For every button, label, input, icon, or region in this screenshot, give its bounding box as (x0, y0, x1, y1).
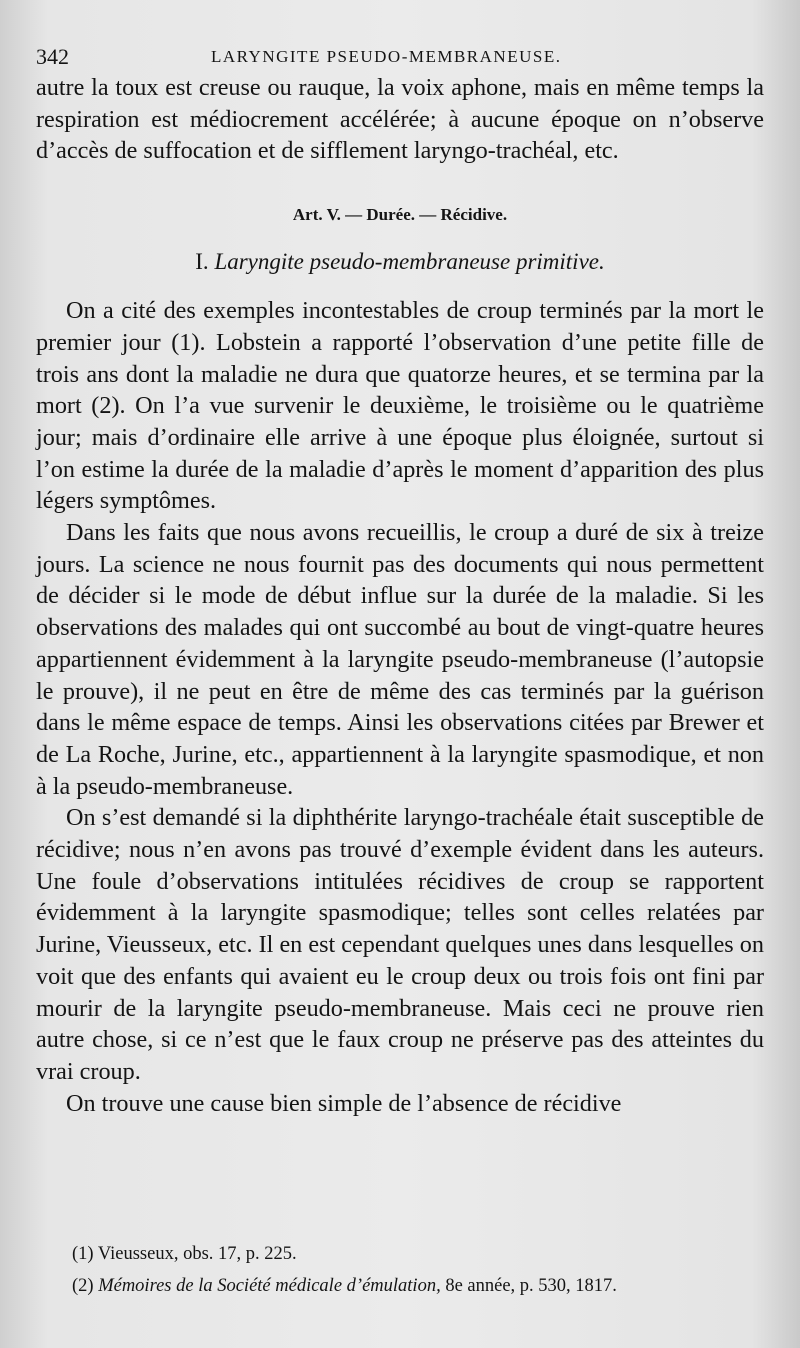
section-title-text: Laryngite pseudo-membraneuse primitive. (214, 249, 605, 275)
intro-paragraph: autre la toux est creuse ou rauque, la voix aphone, mais en même temps la respiration est médiocrement accélérée; à aucune époque on n’observe d’accès de suffocation et de sifflement laryngo-trachéal, etc. (36, 74, 764, 165)
footnote-2-mark: (2) (72, 1276, 94, 1296)
running-head: LARYNGITE PSEUDO-MEMBRANEUSE. (211, 47, 562, 66)
footnote-1: (1) Vieusseux, obs. 17, p. 225. (72, 1244, 297, 1264)
section-number: I. (195, 249, 209, 275)
footnotes (72, 1238, 772, 1302)
footnote-2-title: Mémoires de la Société médicale d’émulation, (98, 1276, 441, 1296)
body-text (36, 72, 764, 1119)
paragraph-4: On trouve une cause bien simple de l’absence de récidive (66, 1089, 622, 1117)
section-title (36, 247, 764, 277)
paragraph-1: On a cité des exemples incontestables de croup terminés par la mort le premier jour (1). Lobstein a rapporté l’observation d’une petite fille de trois ans dont la maladie ne dura que quatorze heures, et se termina par la mort (2). On l’a vue survenir le deuxième, le troisième ou le quatrième jour; mais d’ordinaire elle arrive à une époque plus éloignée, surtout si l’on estime la durée de la maladie d’après le moment d’apparition des plus légers symptômes. (36, 297, 764, 515)
page-header (36, 44, 766, 74)
paragraph-3: On s’est demandé si la diphthérite laryngo-trachéale était susceptible de récidive; nous n’en avons pas trouvé d’exemple évident dans les auteurs. Une foule d’observations intitulées récidives de croup se rapportent évidemment à la laryngite spasmodique; telles sont celles relatées par Jurine, Vieusseux, etc. Il en est cependant quelques unes dans lesquelles on voit que des enfants qui avaient eu le croup deux ou trois fois ont fini par mourir de la laryngite pseudo-membraneuse. Mais ceci ne prouve rien autre chose, si ce n’est que le faux croup ne préserve pas des atteintes du vrai croup. (36, 804, 764, 1085)
footnote-2-rest: 8e année, p. 530, 1817. (445, 1276, 617, 1296)
article-heading: Art. V. — Durée. — Récidive. (292, 205, 508, 225)
page-number: 342 (36, 44, 69, 69)
paragraph-2: Dans les faits que nous avons recueillis, le croup a duré de six à treize jours. La science ne nous fournit pas des documents qui nous permettent de décider si le mode de début influe sur la durée de la maladie. Si les observations des malades qui ont succombé au bout de vingt-quatre heures appartiennent évidemment à la laryngite pseudo-membraneuse (l’autopsie le prouve), il ne peut en être de même des cas terminés par la guérison dans le même espace de temps. Ainsi les observations citées par Brewer et de La Roche, Jurine, etc., appartiennent à la laryngite spasmodique, et non à la pseudo-membraneuse. (36, 519, 764, 800)
footnote-2 (72, 1270, 772, 1302)
